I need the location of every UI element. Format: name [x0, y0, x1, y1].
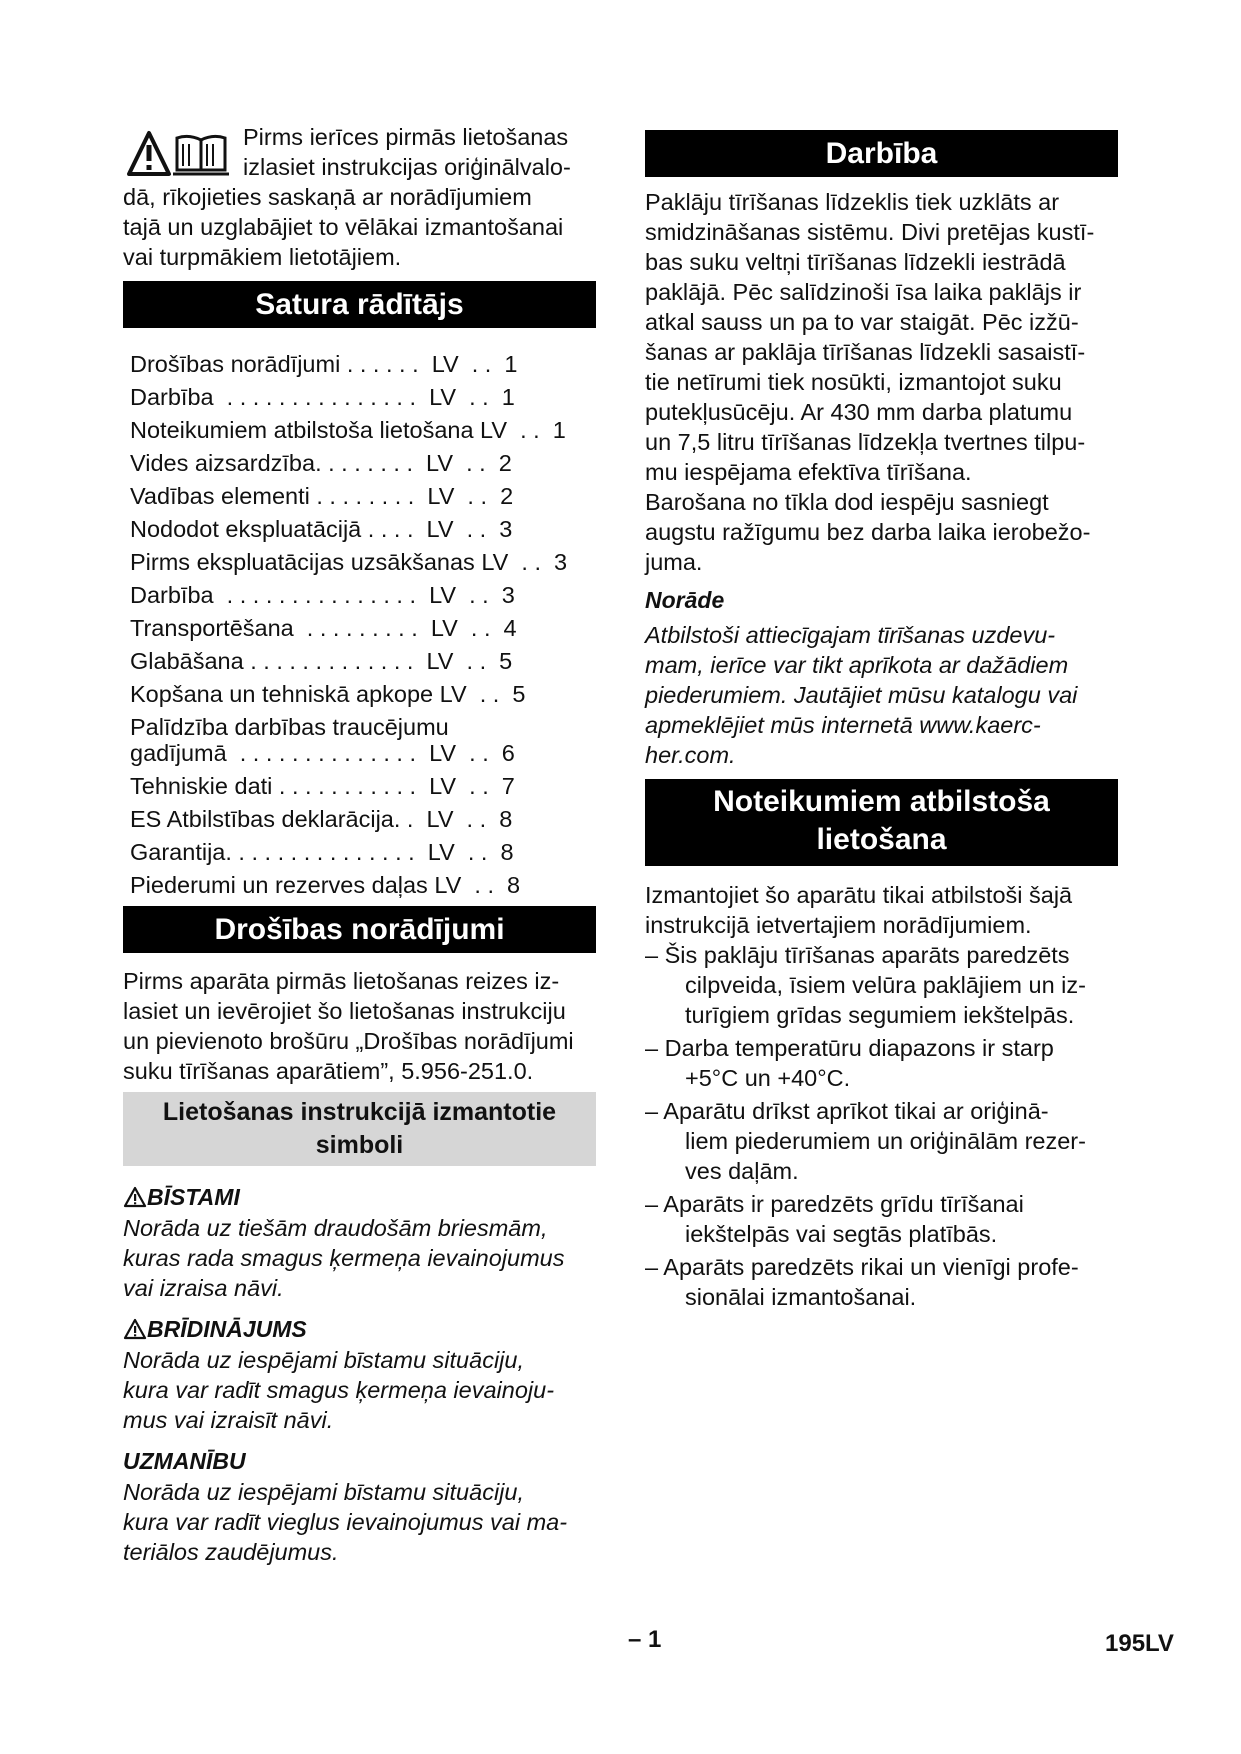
toc-row: Vadības elementi . . . . . . . . LV . . 2	[130, 483, 514, 509]
list-item-line: – Šis paklāju tīrīšanas aparāts paredzēts	[645, 942, 1070, 968]
symbols-heading	[123, 1092, 596, 1166]
safety-text-line: lasiet un ievērojiet šo lietošanas instrukciju	[123, 998, 566, 1024]
toc-heading: Satura rādītājs	[123, 281, 596, 328]
list-item-line: cilpveida, īsiem velūra paklājiem un iz-	[685, 972, 1086, 998]
operation-text-line: paklājā. Pēc salīdzinoši īsa laika paklājs ir	[645, 279, 1082, 305]
warning-triangle-icon	[123, 1318, 147, 1340]
intended-use-heading-line-2: lietošana	[816, 823, 947, 856]
note-text-line: apmeklējiet mūs internetā www.kaerc-	[645, 712, 1041, 738]
note-text-line: piederumiem. Jautājiet mūsu katalogu vai	[645, 682, 1078, 708]
page-code: 195LV	[1105, 1630, 1174, 1657]
list-item-line: liem piederumiem un oriģinālām rezer-	[685, 1128, 1086, 1154]
toc-row: Nododot ekspluatācijā . . . . LV . . 3	[130, 516, 513, 542]
warning-book-icon	[127, 130, 232, 178]
operation-heading: Darbība	[645, 130, 1118, 177]
list-item-line: iekštelpās vai segtās platībās.	[685, 1221, 998, 1247]
intended-use-intro-line: instrukcijā ietvertajiem norādījumiem.	[645, 912, 1032, 938]
list-item-line: turīgiem grīdas segumiem iekštelpās.	[685, 1002, 1075, 1028]
caution-text-line: kura var radīt vieglus ievainojumus vai ma-	[123, 1509, 568, 1535]
note-text-line: mam, ierīce var tikt aprīkota ar dažādiem	[645, 652, 1069, 678]
note-text-line: her.com.	[645, 742, 736, 768]
caution-label: UZMANĪBU	[123, 1448, 246, 1474]
list-item-line: – Aparāts paredzēts rikai un vienīgi profe-	[645, 1254, 1079, 1280]
warning-text-line: kura var radīt smagus ķermeņa ievainoju-	[123, 1377, 555, 1403]
toc-row: Garantija. . . . . . . . . . . . . . . LV . . 8	[130, 839, 514, 865]
safety-text-line: Pirms aparāta pirmās lietošanas reizes iz-	[123, 968, 560, 994]
intro-line-1: Pirms ierīces pirmās lietošanas	[243, 124, 569, 150]
list-item-line: – Darba temperatūru diapazons ir starp	[645, 1035, 1054, 1061]
toc-row: Tehniskie dati . . . . . . . . . . . LV . . 7	[130, 773, 515, 799]
toc-row: Darbība . . . . . . . . . . . . . . . LV . . 3	[130, 582, 515, 608]
warning-text-line: mus vai izraisīt nāvi.	[123, 1407, 334, 1433]
list-item-line: – Aparāts ir paredzēts grīdu tīrīšanai	[645, 1191, 1024, 1217]
operation-text-line: Paklāju tīrīšanas līdzeklis tiek uzklāts ar	[645, 189, 1060, 215]
toc-row: Palīdzība darbības traucējumu	[130, 714, 449, 740]
warning-heading	[123, 1314, 307, 1344]
operation-text-line: šanas ar paklāja tīrīšanas līdzekli sasaistī-	[645, 339, 1086, 365]
operation-text-line: putekļusūcēju. Ar 430 mm darba platumu	[645, 399, 1073, 425]
toc-row: Drošības norādījumi . . . . . . LV . . 1	[130, 351, 518, 377]
intro-line-4: tajā un uzglabājiet to vēlākai izmantošanai	[123, 214, 564, 240]
warning-label: BRĪDINĀJUMS	[147, 1316, 307, 1342]
symbols-heading-line-1: Lietošanas instrukcijā izmantotie	[162, 1098, 557, 1126]
operation-text-line: atkal sauss un pa to var staigāt. Pēc izžū-	[645, 309, 1079, 335]
note-text-line: Atbilstoši attiecīgajam tīrīšanas uzdevu-	[645, 622, 1056, 648]
toc-row: Noteikumiem atbilstoša lietošana LV . . 1	[130, 417, 566, 443]
toc-row: Transportēšana . . . . . . . . . LV . . 4	[130, 615, 517, 641]
safety-heading: Drošības norādījumi	[123, 906, 596, 953]
danger-heading	[123, 1182, 240, 1212]
toc-row: Glabāšana . . . . . . . . . . . . . LV . . 5	[130, 648, 513, 674]
operation-text-line: Barošana no tīkla dod iespēju sasniegt	[645, 489, 1049, 515]
warning-triangle-icon	[123, 1186, 147, 1208]
toc-row: Kopšana un tehniskā apkope LV . . 5	[130, 681, 526, 707]
safety-text-line: suku tīrīšanas aparātiem”, 5.956-251.0.	[123, 1058, 534, 1084]
intro-line-2: izlasiet instrukcijas oriģinālvalo-	[243, 154, 571, 180]
warning-text-line: Norāda uz iespējami bīstamu situāciju,	[123, 1347, 524, 1373]
toc-row: gadījumā . . . . . . . . . . . . . . LV . . 6	[130, 740, 515, 766]
page-number: – 1	[628, 1626, 662, 1653]
list-item-line: ves daļām.	[685, 1158, 799, 1184]
operation-text-line: bas suku veltņi tīrīšanas līdzekli iestrādā	[645, 249, 1066, 275]
danger-text-line: kuras rada smagus ķermeņa ievainojumus	[123, 1245, 565, 1271]
operation-text-line: mu iespējama efektīva tīrīšana.	[645, 459, 972, 485]
operation-text-line: smidzināšanas sistēmu. Divi pretējas kustī-	[645, 219, 1095, 245]
toc-row: ES Atbilstības deklarācija. . LV . . 8	[130, 806, 513, 832]
toc-row: Vides aizsardzība. . . . . . . . LV . . 2	[130, 450, 512, 476]
list-item-line: +5°C un +40°C.	[685, 1065, 851, 1091]
toc-row: Darbība . . . . . . . . . . . . . . . LV . . 1	[130, 384, 515, 410]
list-item-line: sionālai izmantošanai.	[685, 1284, 917, 1310]
operation-text-line: augstu ražīgumu bez darba laika ierobežo-	[645, 519, 1091, 545]
caution-text-line: Norāda uz iespējami bīstamu situāciju,	[123, 1479, 524, 1505]
note-label: Norāde	[645, 587, 725, 613]
safety-text-line: un pievienoto brošūru „Drošības norādījumi	[123, 1028, 574, 1054]
operation-text-line: tie netīrumi tiek nosūkti, izmantojot suku	[645, 369, 1062, 395]
intro-line-3: dā, rīkojieties saskaņā ar norādījumiem	[123, 184, 532, 210]
toc-row: Piederumi un rezerves daļas LV . . 8	[130, 872, 521, 898]
danger-text-line: Norāda uz tiešām draudošām briesmām,	[123, 1215, 548, 1241]
danger-label: BĪSTAMI	[147, 1184, 240, 1210]
intended-use-heading	[645, 779, 1118, 866]
symbols-heading-line-2: simboli	[315, 1131, 404, 1159]
operation-text-line: juma.	[645, 549, 703, 575]
caution-text-line: teriālos zaudējumus.	[123, 1539, 339, 1565]
intended-use-heading-line-1: Noteikumiem atbilstoša	[713, 785, 1050, 818]
list-item-line: – Aparātu drīkst aprīkot tikai ar oriģinā-	[645, 1098, 1049, 1124]
toc-row: Pirms ekspluatācijas uzsākšanas LV . . 3	[130, 549, 568, 575]
danger-text-line: vai izraisa nāvi.	[123, 1275, 284, 1301]
intro-line-5: vai turpmākiem lietotājiem.	[123, 244, 402, 270]
intended-use-intro-line: Izmantojiet šo aparātu tikai atbilstoši šajā	[645, 882, 1073, 908]
operation-text-line: un 7,5 litru tīrīšanas līdzekļa tvertnes tilpu-	[645, 429, 1086, 455]
